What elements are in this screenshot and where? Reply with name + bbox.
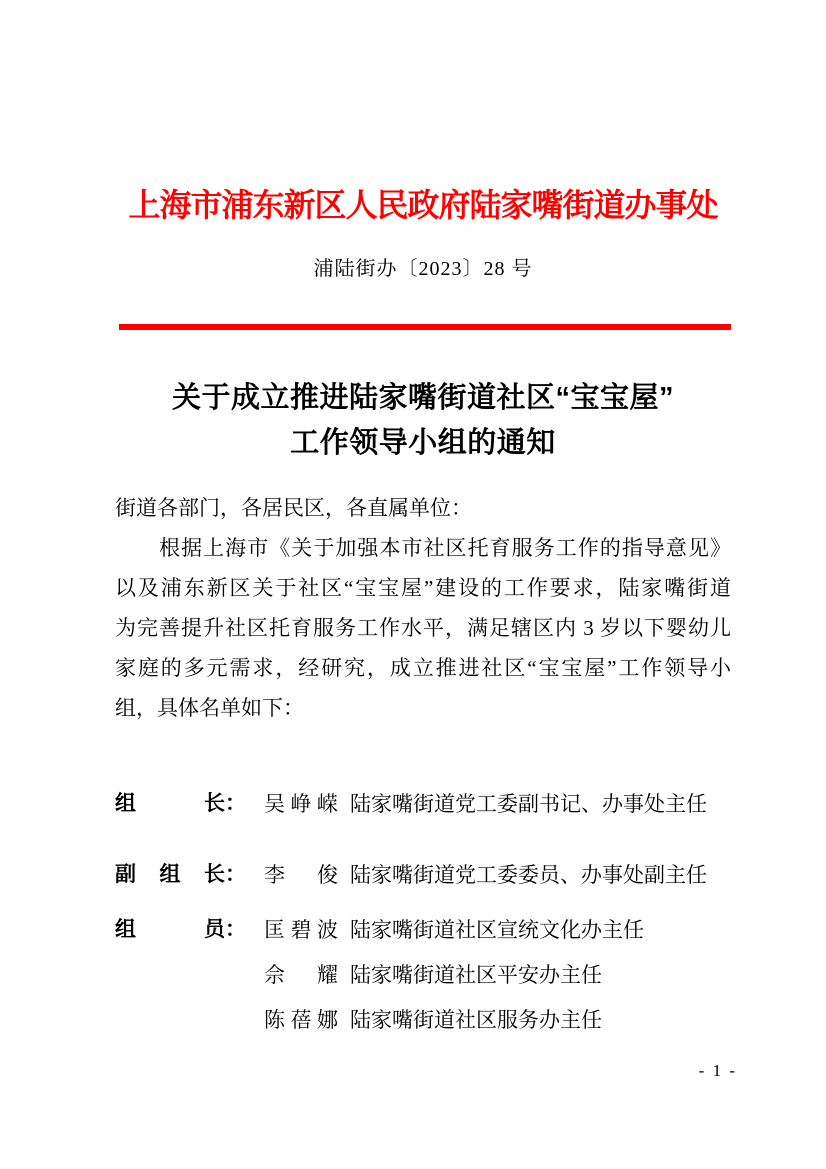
- member-list: [115, 780, 775, 1034]
- member-title: 陆家嘴街道党工委副书记、办事处主任: [350, 792, 707, 816]
- document-body: [115, 488, 731, 728]
- body-line: 组，具体名单如下：: [115, 696, 304, 720]
- letterhead-title: 上海市浦东新区人民政府陆家嘴街道办事处: [128, 187, 718, 223]
- member-row-member: [115, 1006, 775, 1034]
- document-title-line1: 关于成立推进陆家嘴街道社区“宝宝屋”: [171, 382, 674, 414]
- member-title: 陆家嘴街道社区平安办主任: [350, 963, 602, 987]
- member-title: 陆家嘴街道党工委委员、办事处副主任: [350, 863, 707, 887]
- member-role-colon: ：: [225, 918, 246, 941]
- member-role-label: 组长: [115, 792, 225, 815]
- member-role-colon: ：: [225, 863, 246, 886]
- document-title-line2: 工作领导小组的通知: [290, 427, 556, 459]
- member-name: 李 俊: [264, 863, 338, 887]
- page-number: - 1 -: [698, 1061, 737, 1080]
- member-title: 陆家嘴街道社区宣统文化办主任: [350, 918, 644, 942]
- document-title: [115, 376, 731, 466]
- member-row-deputy-leader: [115, 861, 775, 889]
- document-number: 浦陆街办〔2023〕28 号: [313, 258, 533, 280]
- member-role-label: 副组长: [115, 863, 225, 886]
- member-row-leader: [115, 790, 775, 818]
- body-line: 为完善提升社区托育服务工作水平，满足辖区内 3 岁以下婴幼儿: [115, 616, 731, 640]
- body-line: 家庭的多元需求，经研究，成立推进社区“宝宝屋”工作领导小: [115, 656, 731, 680]
- member-row-member: [115, 916, 775, 944]
- body-line: 以及浦东新区关于社区“宝宝屋”建设的工作要求，陆家嘴街道: [115, 576, 731, 600]
- member-name: 吴峥嵘: [264, 792, 338, 816]
- member-name: 匡碧波: [264, 918, 338, 942]
- member-role-label: 组员: [115, 918, 225, 941]
- body-line: 根据上海市《关于加强本市社区托育服务工作的指导意见》: [115, 536, 731, 560]
- member-name: 佘 耀: [264, 963, 338, 987]
- member-row-member: [115, 961, 775, 989]
- body-salutation: 街道各部门，各居民区，各直属单位：: [115, 496, 472, 520]
- member-name: 陈蓓娜: [264, 1008, 338, 1032]
- red-divider-line: [119, 324, 731, 330]
- member-title: 陆家嘴街道社区服务办主任: [350, 1008, 602, 1032]
- member-role-colon: ：: [225, 792, 246, 815]
